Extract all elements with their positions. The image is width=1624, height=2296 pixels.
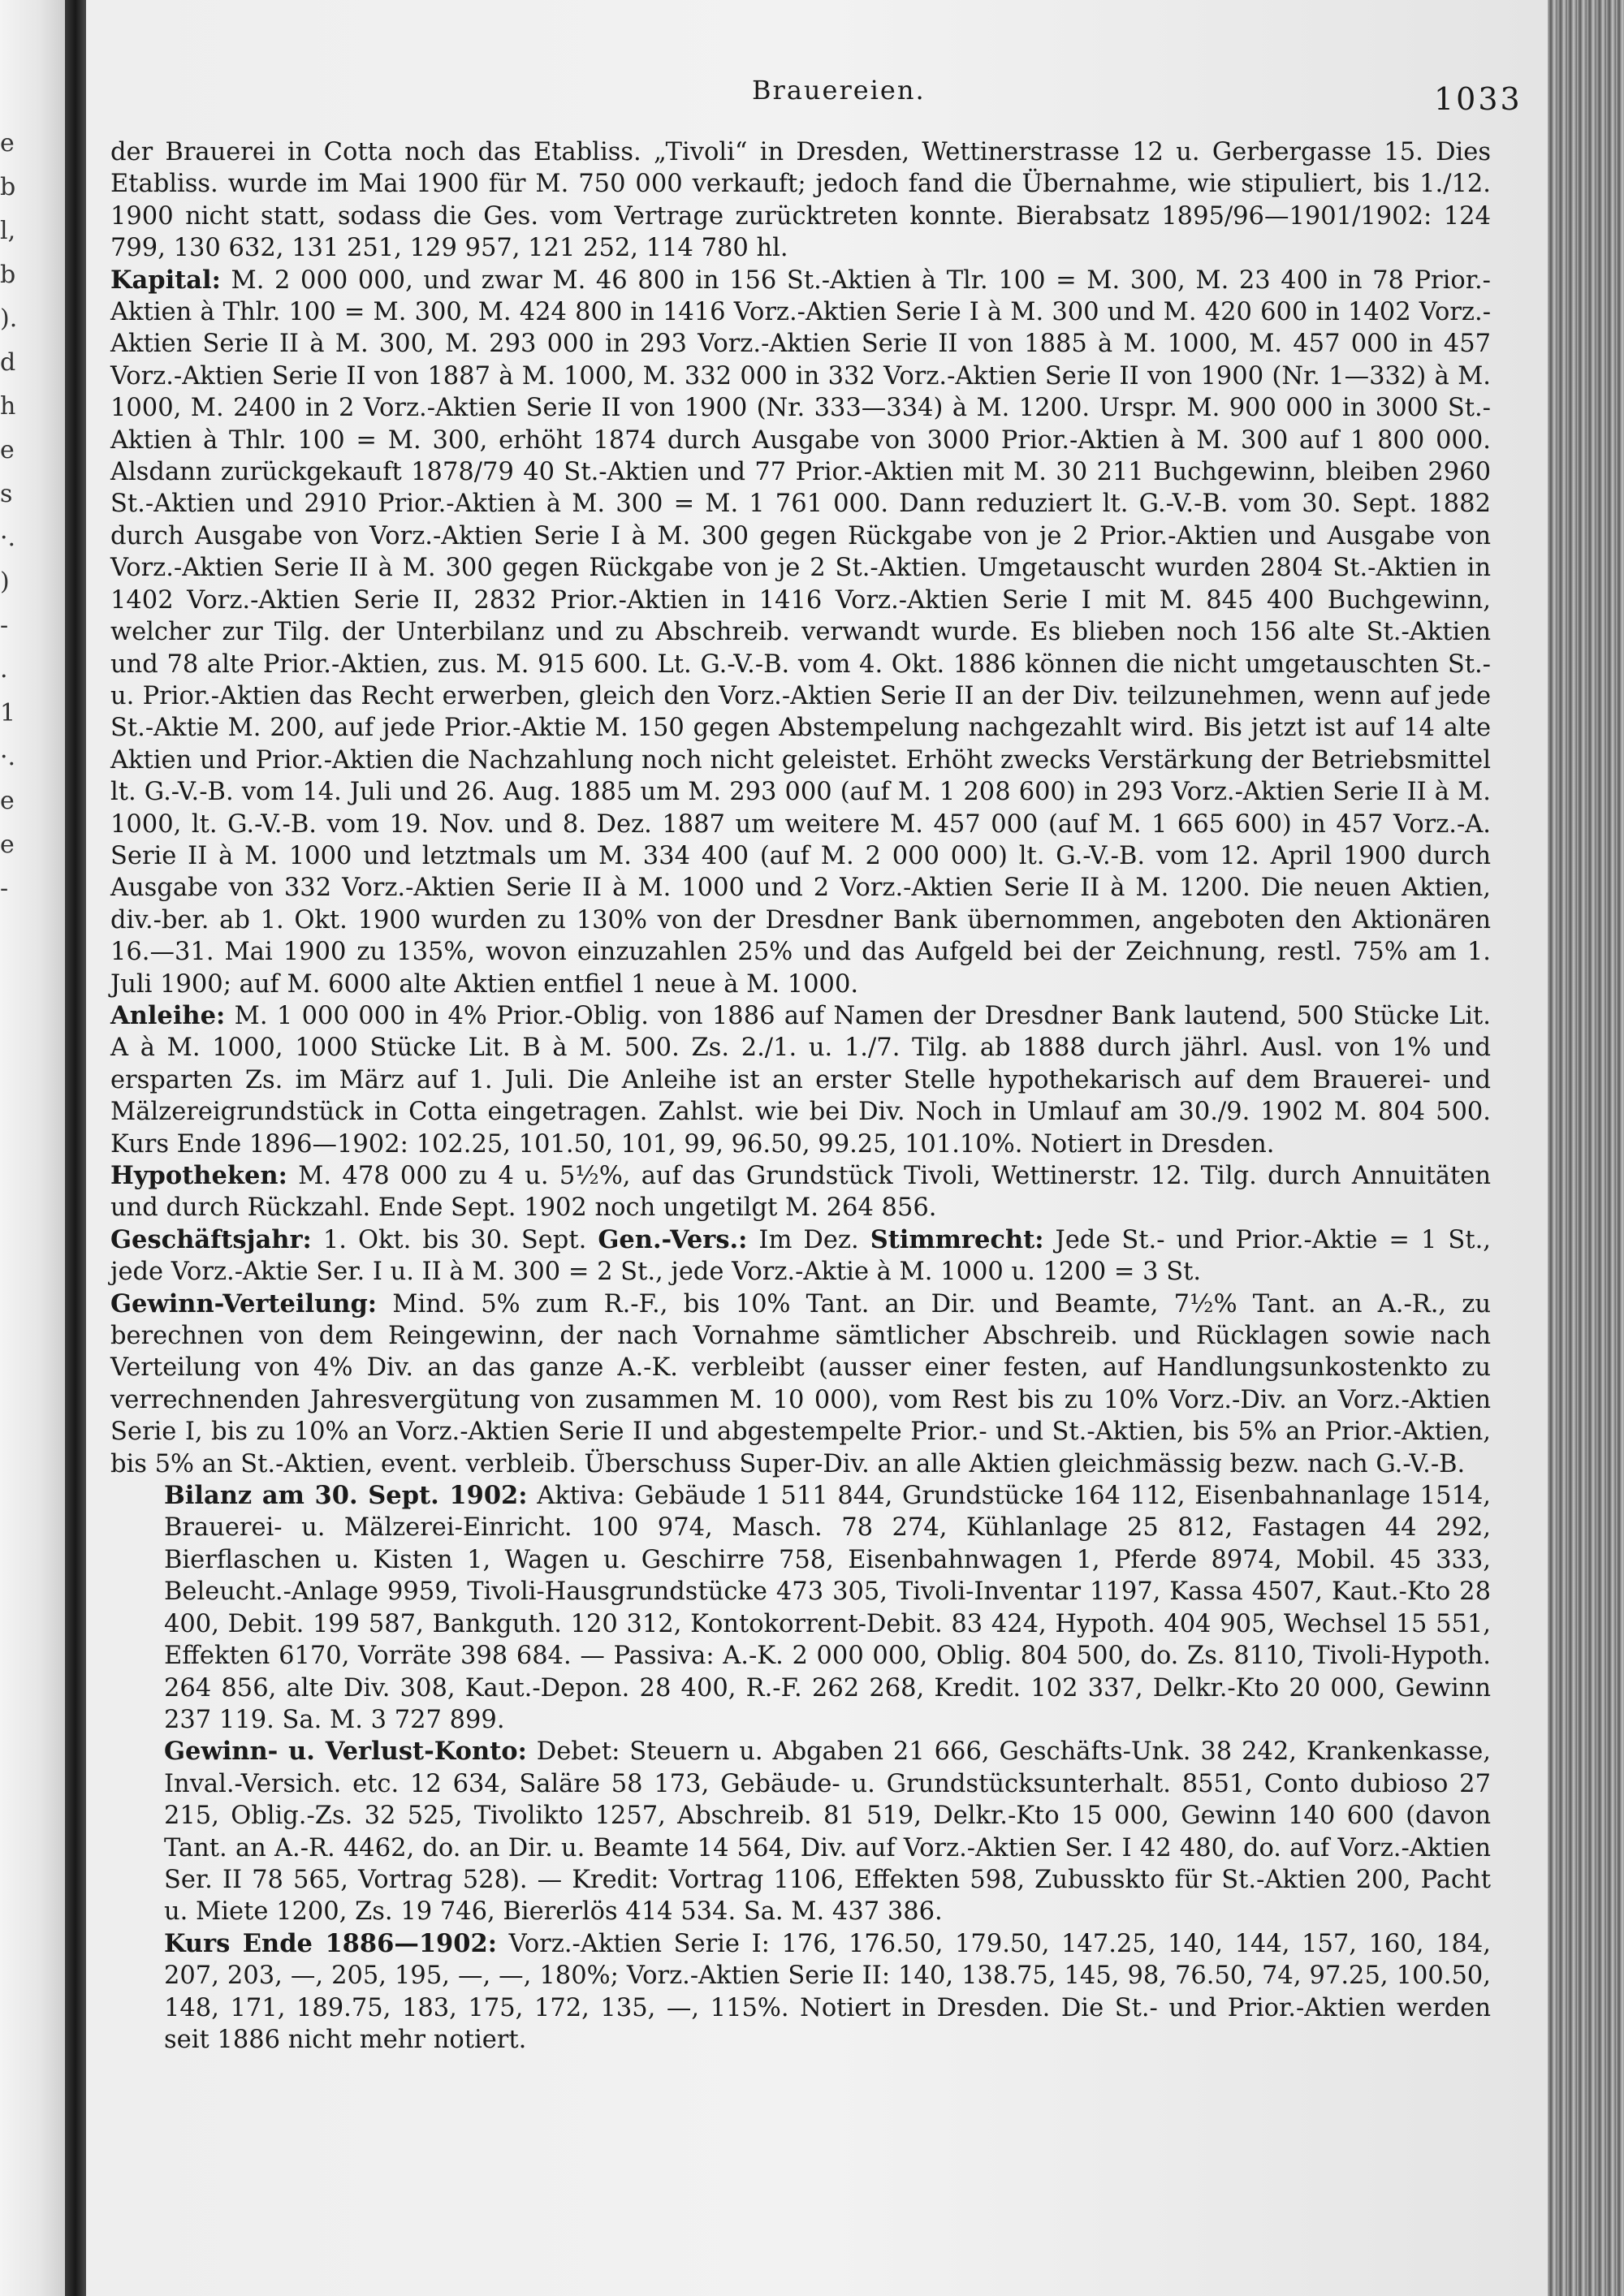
section-label: Gewinn- u. Verlust-Konto: [164, 1737, 527, 1767]
section-text: Vorz.-Aktien Serie I: 176, 176.50, 179.50, 147.25, 140, 144, 157, 160, 184, 207, 203, —, 205, 195, —, —, 180%; Vorz.-Aktien Serie II: 140, 138.75, 145, 98, 76.50, 74, 97.25, 100.50, 148, 171, 189.75, 183, 175, 172, 135, —, 115%. Notiert in Dresden. Die St.- und Prior.-Aktien werden seit 1886 nicht mehr notiert. [164, 1929, 1491, 2054]
section-label: Kurs Ende 1886—1902: [164, 1928, 497, 1958]
margin-letter: 1 [0, 699, 16, 727]
section-label: Hypotheken: [110, 1161, 287, 1190]
section-label: Bilanz am 30. Sept. 1902: [164, 1481, 528, 1511]
section-label-gen-vers: Gen.-Vers.: [598, 1224, 748, 1254]
margin-letter: e [0, 129, 15, 158]
section-text: Mind. 5% zum R.-F., bis 10% Tant. an Dir. und Beamte, 7½% Tant. an A.-R., zu berechnen von dem Reingewinn, der nach Vornahme sämtlicher Abschreib. und Rücklagen sowie nach Verteilung von 4% Div. an das ganze A.-K. verbleibt (ausser einer festen, auf Handlungsunkostenkto zu verrechnenden Jahresvergütung von zusammen M. 10 000), vom Rest bis zu 10% Vorz.-Div. an Vorz.-Aktien Serie I, bis zu 10% an Vorz.-Aktien Serie II und abgestempelte Prior.- und St.-Aktien, bis 5% an Prior.-Aktien, bis 5% an St.-Aktien, event. verbleib. Überschuss Super-Div. an alle Aktien gleichmässig bezw. nach G.-V.-B. [110, 1289, 1491, 1478]
margin-letter: ·. [0, 743, 16, 771]
section-hypotheken [110, 1160, 1491, 1224]
section-gewinn-verlust [110, 1736, 1491, 1927]
section-text-gen-vers: Im Dez. [758, 1225, 859, 1254]
section-kapital [110, 265, 1491, 1000]
section-bilanz [110, 1480, 1491, 1736]
margin-letter: l, [0, 217, 16, 245]
section-text: Debet: Steuern u. Abgaben 21 666, Geschäfts-Unk. 38 242, Krankenkasse, Inval.-Versich. etc. 12 634, Saläre 58 173, Gebäude- u. Grundstücksunterhalt. 8551, Conto dubioso 27 215, Oblig.-Zs. 32 525, Tivolikto 1257, Abschreib. 81 519, Delkr.-Kto 15 000, Gewinn 140 600 (davon Tant. an A.-R. 4462, do. an Dir. u. Beamte 14 564, Div. auf Vorz.-Aktien Ser. I 42 480, do. auf Vorz.-Aktien Ser. II 78 565, Vortrag 528). — Kredit: Vortrag 1106, Effekten 598, Zubusskto für St.-Aktien 200, Pacht u. Miete 1200, Zs. 19 746, Biererlös 414 534. Sa. M. 437 386. [164, 1737, 1491, 1927]
book-gutter [65, 0, 86, 2296]
text-body [110, 136, 1491, 2056]
page-edge-stack [1548, 0, 1624, 2296]
section-text: 1. Okt. bis 30. Sept. [322, 1225, 587, 1254]
section-geschaeftsjahr [110, 1224, 1491, 1288]
running-head: Brauereien. [752, 75, 926, 106]
section-anleihe [110, 1000, 1491, 1160]
margin-letter: - [0, 874, 9, 903]
margin-letter: e [0, 436, 15, 464]
section-text: M. 478 000 zu 4 u. 5½%, auf das Grundstück Tivoli, Wettinerstr. 12. Tilg. durch Annuitäten und durch Rückzahl. Ende Sept. 1902 noch ungetilgt M. 264 856. [110, 1162, 1491, 1223]
page [86, 0, 1548, 2296]
margin-letter: e [0, 787, 15, 815]
margin-letter: d [0, 348, 16, 377]
page-number: 1033 [1434, 81, 1522, 117]
margin-letter: b [0, 261, 16, 289]
section-label: Geschäftsjahr: [110, 1224, 312, 1254]
section-label: Anleihe: [110, 1000, 226, 1030]
margin-letter: s [0, 480, 13, 508]
section-kurs [110, 1928, 1491, 2056]
section-text: M. 2 000 000, und zwar M. 46 800 in 156 St.-Aktien à Tlr. 100 = M. 300, M. 23 400 in 78 Prior.-Aktien à Thlr. 100 = M. 300, M. 424 800 in 1416 Vorz.-Aktien Serie I à M. 300 und M. 420 600 in 1402 Vorz.-Aktien Serie II à M. 300, M. 293 000 in 293 Vorz.-Aktien Serie II von 1885 à M. 1000, M. 457 000 in 457 Vorz.-Aktien Serie II von 1887 à M. 1000, M. 332 000 in 332 Vorz.-Aktien Serie II von 1900 (Nr. 1—332) à M. 1000, M. 2400 in 2 Vorz.-Aktien Serie II von 1900 (Nr. 333—334) à M. 1200. Urspr. M. 900 000 in 3000 St.-Aktien à Thlr. 100 = M. 300, erhöht 1874 durch Ausgabe von 3000 Prior.-Aktien à M. 300 auf 1 800 000. Alsdann zurückgekauft 1878/79 40 St.-Aktien und 77 Prior.-Aktien mit M. 30 211 Buchgewinn, bleiben 2960 St.-Aktien und 2910 Prior.-Aktien à M. 300 = M. 1 761 000. Dann reduziert lt. G.-V.-B. vom 30. Sept. 1882 durch Ausgabe von Vorz.-Aktien Serie I à M. 300 gegen Rückgabe von je 2 Prior.-Aktien und Ausgabe von Vorz.-Aktien Serie II à M. 300 gegen Rückgabe von je 2 St.-Aktien. Umgetauscht wurden 2804 St.-Aktien in 1402 Vorz.-Aktien Serie II, 2832 Prior.-Aktien in 1416 Vorz.-Aktien Serie I mit M. 845 400 Buchgewinn, welcher zur Tilg. der Unterbilanz und zu Abschreib. verwandt wurde. Es blieben noch 156 alte St.-Aktien und 78 alte Prior.-Aktien, zus. M. 915 600. Lt. G.-V.-B. vom 4. Okt. 1886 können die nicht umgetauschten St.- u. Prior.-Aktien das Recht erwerben, gleich den Vorz.-Aktien Serie II an der Div. teilzunehmen, wenn auf jede St.-Aktie M. 200, auf jede Prior.-Aktie M. 150 gegen Abstempelung nachgezahlt wird. Bis jetzt ist auf 14 alte Aktien und Prior.-Aktien die Nachzahlung noch nicht geleistet. Erhöht zwecks Verstärkung der Betriebsmittel lt. G.-V.-B. vom 14. Juli und 26. Aug. 1885 um M. 293 000 (auf M. 1 208 600) in 293 Vorz.-Aktien Serie II à M. 1000, lt. G.-V.-B. vom 19. Nov. und 8. Dez. 1887 um weitere M. 457 000 (auf M. 1 665 600) in 457 Vorz.-A. Serie II à M. 1000 und letztmals um M. 334 400 (auf M. 2 000 000) lt. G.-V.-B. vom 12. April 1900 durch Ausgabe von 332 Vorz.-Aktien Serie II à M. 1000 und 2 Vorz.-Aktien Serie II à M. 1200. Die neuen Aktien, div.-ber. ab 1. Okt. 1900 wurden zu 130% von der Dresdner Bank übernommen, angeboten den Aktionären 16.—31. Mai 1900 zu 135%, wovon einzuzahlen 25% und das Aufgeld bei der Zeichnung, restl. 75% am 1. Juli 1900; auf M. 6000 alte Aktien entfiel 1 neue à M. 1000. [110, 265, 1491, 999]
left-facing-page-strip [0, 0, 65, 2296]
section-label: Kapital: [110, 265, 221, 295]
section-label: Gewinn-Verteilung: [110, 1288, 378, 1318]
left-margin-letters [0, 122, 32, 911]
section-text-stimmrecht: Jede St.- und Prior.-Aktie = 1 St., jede Vorz.-Aktie Ser. I u. II à M. 300 = 2 St., jede Vorz.-Aktie à M. 1000 u. 1200 = 3 St. [110, 1225, 1491, 1287]
margin-letter: e [0, 831, 15, 859]
margin-letter: . [0, 655, 8, 684]
section-gewinn-verteilung [110, 1288, 1491, 1480]
margin-letter: b [0, 173, 16, 201]
section-text: Aktiva: Gebäude 1 511 844, Grundstücke 164 112, Eisenbahnanlage 1514, Brauerei- u. Mälzerei-Einricht. 100 974, Masch. 78 274, Kühlanlage 25 812, Fastagen 44 292, Bierflaschen u. Kisten 1, Wagen u. Geschirre 758, Eisenbahnwagen 1, Pferde 8974, Mobil. 45 333, Beleucht.-Anlage 9959, Tivoli-Hausgrundstücke 473 305, Tivoli-Inventar 1197, Kassa 4507, Kaut.-Kto 28 400, Debit. 199 587, Bankguth. 120 312, Kontokorrent-Debit. 83 424, Hypoth. 404 905, Wechsel 15 551, Effekten 6170, Vorräte 398 684. — Passiva: A.-K. 2 000 000, Oblig. 804 500, do. Zs. 8110, Tivoli-Hypoth. 264 856, alte Div. 308, Kaut.-Depon. 28 400, R.-F. 262 268, Kredit. 102 337, Delkr.-Kto 20 000, Gewinn 237 119. Sa. M. 3 727 899. [164, 1482, 1491, 1734]
intro-paragraph: der Brauerei in Cotta noch das Etabliss. „Tivoli“ in Dresden, Wettinerstrasse 12 u. Gerbergasse 15. Dies Etabliss. wurde im Mai 1900 für M. 750 000 verkauft; jedoch fand die Übernahme, wie stipuliert, bis 1./12. 1900 nicht statt, sodass die Ges. vom Vertrage zurücktreten konnte. Bierabsatz 1895/96—1901/1902: 124 799, 130 632, 131 251, 129 957, 121 252, 114 780 hl. [110, 138, 1491, 263]
margin-letter: - [0, 611, 9, 640]
section-text: M. 1 000 000 in 4% Prior.-Oblig. von 1886 auf Namen der Dresdner Bank lautend, 500 Stücke Lit. A à M. 1000, 1000 Stücke Lit. B à M. 500. Zs. 2./1. u. 1./7. Tilg. ab 1888 durch jährl. Ausl. von 1% und ersparten Zs. im März auf 1. Juli. Die Anleihe ist an erster Stelle hypothekarisch auf dem Brauerei- und Mälzereigrundstück in Cotta eingetragen. Zahlst. wie bei Div. Noch in Umlauf am 30./9. 1902 M. 804 500. Kurs Ende 1896—1902: 102.25, 101.50, 101, 99, 96.50, 99.25, 101.10%. Notiert in Dresden. [110, 1001, 1491, 1159]
margin-letter: ) [0, 568, 10, 596]
margin-letter: h [0, 392, 16, 421]
margin-letter: ·. [0, 524, 16, 552]
margin-letter: ). [0, 304, 18, 333]
section-label-stimmrecht: Stimmrecht: [870, 1224, 1044, 1254]
